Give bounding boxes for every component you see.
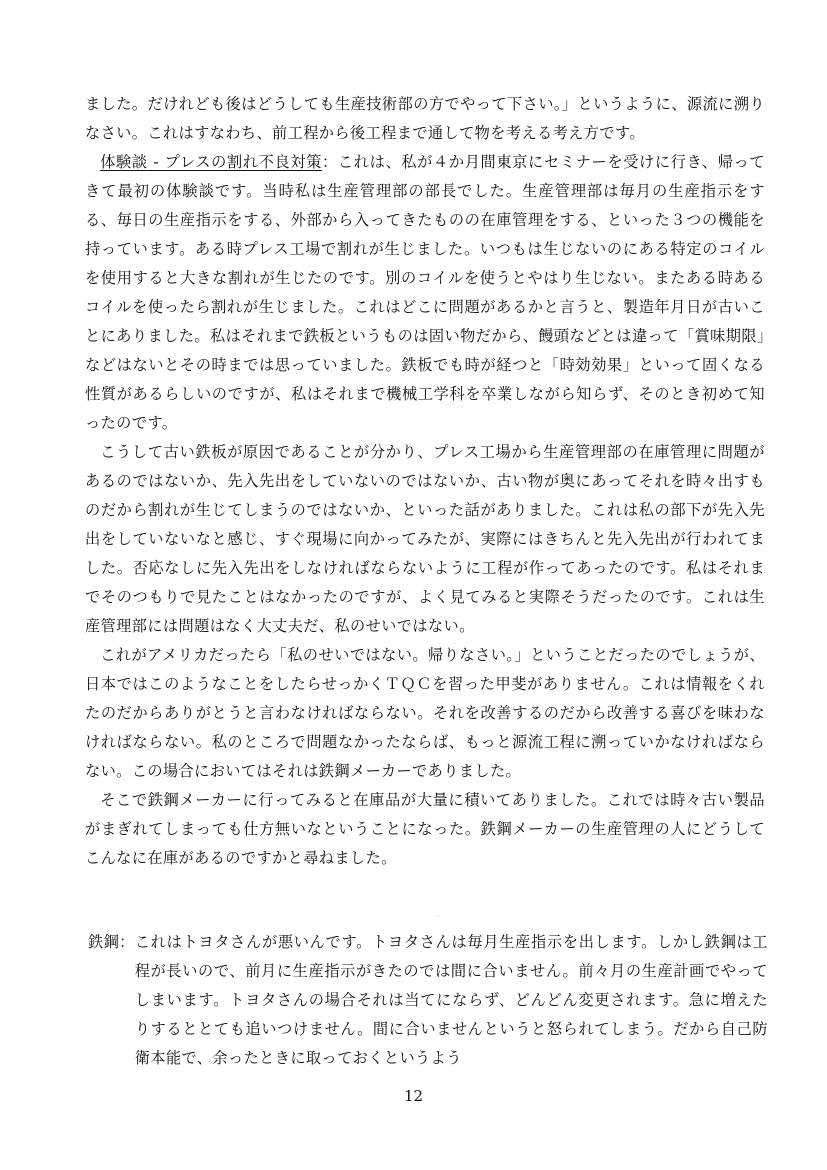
stray-mark: · xyxy=(437,912,440,921)
page-number: 12 xyxy=(403,1087,424,1105)
paragraph-3: こうして古い鉄板が原因であることが分かり、プレス工場から生産管理部の在庫管理に問題があるのではないか、先入先出をしていないのではないか、古い物が奥にあってそれを時々出すものだから割れが生じてしまうのではないか、といった話がありました。これは私の部下が先入先出をしていないなと感じ、すぐ現場に向かってみたが、実際にはきちんと先入先出が行われてました。否応なしに先入先出をしなければならないように工程が作ってあったのです。私はそれまでそのつもりで見たことはなかったのですが、よく見てみると実際そうだったのです。これは生産管理部には問題はなく大丈夫だ、私のせいではない。 xyxy=(85,443,765,635)
body-text xyxy=(85,90,765,873)
paragraph-2-text: ：これは、私が４か月間東京にセミナーを受けに行き、帰ってきて最初の体験談です。当時私は生産管理部の部長でした。生産管理部は毎月の生産指示をする、毎日の生産指示をする、外部から入ってきたものの在庫管理をする、といった３つの機能を持っています。ある時プレス工場で割れが生じました。いつもは生じないのにある特定のコイルを使用すると大きな割れが生じたのです。別のコイルを使うとやはり生じない。またある時あるコイルを使ったら割れが生じました。これはどこに問題があるかと言うと、製造年月日が古いことにありました。私はそれまで鉄板というものは固い物だから、饅頭などとは違って「賞味期限」などはないとその時までは思っていました。鉄板でも時が経つと「時効効果」といって固くなる性質があるらしいのですが、私はそれまで機械工学科を卒業しながら知らず、そのとき初めて知ったのです。 xyxy=(85,153,765,432)
dialog-text: これはトヨタさんが悪いんです。トヨタさんは毎月生産指示を出します。しかし鉄鋼は工程が長いので、前月に生産指示がきたのでは間に合いません。前々月の生産計画でやってしまいます。トヨタさんの場合それは当てにならず、どんどん変更されます。急に増えたりするととても追いつけません。間に合いませんというと怒られてしまう。だから自己防衛本能で、余ったときに取っておくというよう xyxy=(134,933,768,1067)
paragraph-5: そこで鉄鋼メーカーに行ってみると在庫品が大量に積いてありました。これでは時々古い製品がまぎれてしまっても仕方無いなということになった。鉄鋼メーカーの生産管理の人にどうしてこんなに在庫があるのですかと尋ねました。 xyxy=(85,791,765,867)
dialog-speaker: 鉄鋼： xyxy=(88,933,135,951)
paragraph-2 xyxy=(85,148,765,438)
dialog-block xyxy=(88,928,768,1073)
paragraph-1: ました。だけれども後はどうしても生産技術部の方でやって下さい。」というように、源流に溯りなさい。これはすなわち、前工程から後工程まで通して物を考える考え方です。 xyxy=(85,95,765,142)
paragraph-4: これがアメリカだったら「私のせいではない。帰りなさい。」ということだったのでしょうが、日本ではこのようなことをしたらせっかくＴＱＣを習った甲斐がありません。これは情報をくれたのだからありがとうと言わなければならない。それを改善するのだから改善する喜びを味わなければならない。私のところで問題なかったならば、もっと源流工程に溯っていかなければならない。この場合においてはそれは鉄鋼メーカーでありました。 xyxy=(85,646,765,780)
experience-heading: 体験談 - プレスの割れ不良対策 xyxy=(100,153,323,171)
